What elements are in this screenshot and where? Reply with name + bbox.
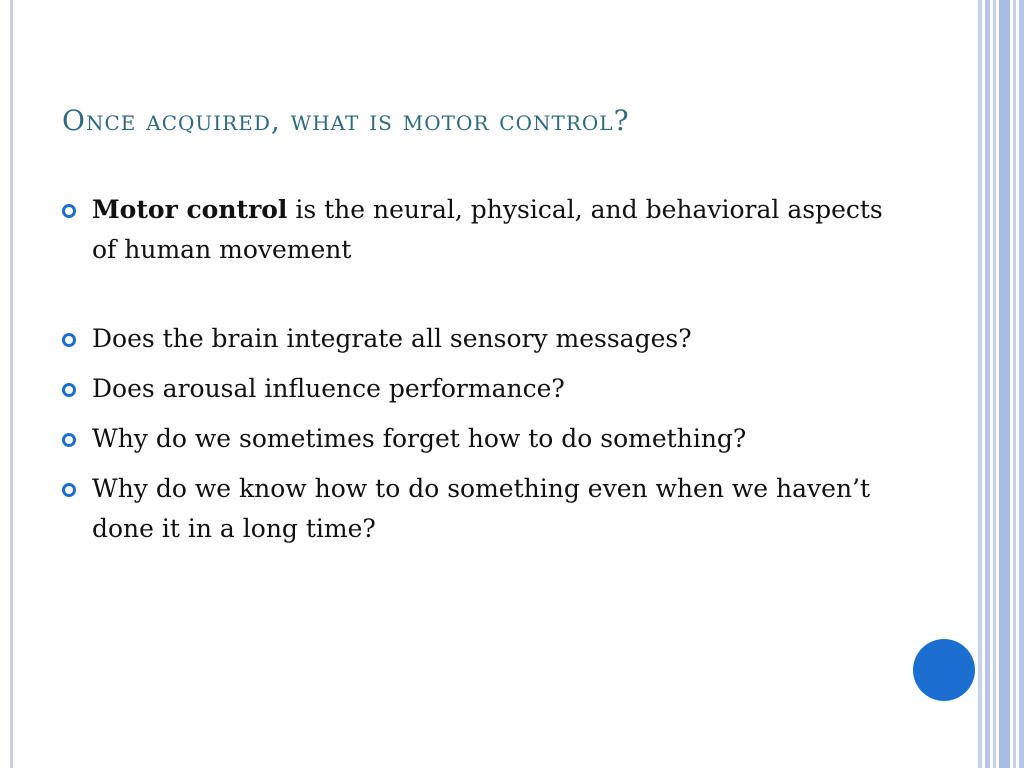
ring-bullet-icon <box>62 433 76 447</box>
bullet-text: Why do we sometimes forget how to do something? <box>92 424 747 453</box>
bullet-item <box>62 319 892 359</box>
bullet-item <box>62 369 892 409</box>
bullet-item <box>62 190 892 270</box>
bullet-text: Why do we know how to do something even when we haven’t done it in a long time? <box>92 474 871 543</box>
right-stripe <box>999 0 1010 768</box>
ring-bullet-icon <box>62 483 76 497</box>
ring-bullet-icon <box>62 333 76 347</box>
right-stripe <box>993 0 996 768</box>
bullet-list <box>62 190 892 559</box>
slide-title: Once acquired, what is motor control? <box>62 104 630 137</box>
left-frame-line <box>10 0 13 768</box>
right-stripe <box>978 0 982 768</box>
bullet-text: Does arousal influence performance? <box>92 374 565 403</box>
ring-bullet-icon <box>62 383 76 397</box>
bullet-text: Does the brain integrate all sensory messages? <box>92 324 692 353</box>
decorative-circle-icon <box>913 639 975 701</box>
ring-bullet-icon <box>62 204 76 218</box>
bullet-item <box>62 419 892 459</box>
right-stripe <box>1019 0 1024 768</box>
right-stripe <box>985 0 990 768</box>
right-stripe <box>1013 0 1016 768</box>
bullet-item <box>62 469 892 549</box>
bullet-text: is the neural, physical, and behavioral aspects of human movement <box>92 195 883 264</box>
bullet-bold-term: Motor control <box>92 195 288 224</box>
